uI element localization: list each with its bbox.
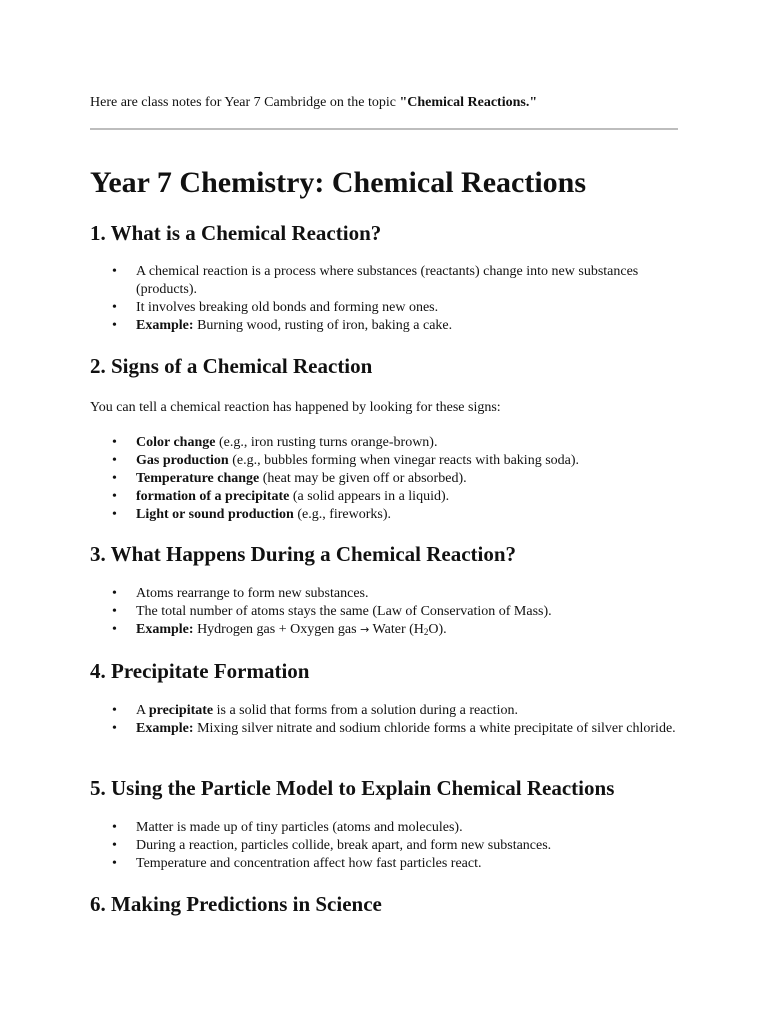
list-item [90, 603, 680, 621]
list-item-text: (e.g., bubbles forming when vinegar reacts with baking soda). [228, 453, 580, 468]
section-heading: 2. Signs of a Chemical Reaction [90, 354, 373, 378]
intro-text: Here are class notes for Year 7 Cambridge on the topic [90, 95, 400, 110]
list-item [90, 506, 680, 524]
list-item [90, 434, 680, 452]
list-item [90, 263, 680, 299]
section-precipitate [90, 658, 680, 738]
list-item-label: Light or sound production [136, 507, 294, 522]
list-item-label: Example: [136, 622, 194, 637]
bullet-list [90, 585, 680, 639]
list-item-label: Color change [136, 435, 216, 450]
bullet-list [90, 702, 680, 738]
section-heading: 6. Making Predictions in Science [90, 892, 382, 916]
list-item [90, 470, 680, 488]
section-particle-model [90, 775, 680, 873]
section-heading: 5. Using the Particle Model to Explain Chemical Reactions [90, 776, 615, 800]
list-item-text: Water (H [369, 622, 424, 637]
arrow-icon: → [360, 623, 370, 636]
list-item [90, 299, 680, 317]
list-item-text: During a reaction, particles collide, break apart, and form new substances. [136, 838, 552, 853]
list-item-text: Temperature and concentration affect how fast particles react. [136, 856, 482, 871]
bullet-list [90, 434, 680, 524]
list-item-text: Mixing silver nitrate and sodium chloride forms a white precipitate of silver chloride. [193, 721, 676, 736]
list-item-text: (a solid appears in a liquid). [289, 489, 450, 504]
list-item-text: Burning wood, rusting of iron, baking a cake. [193, 318, 453, 333]
list-item-text: Hydrogen gas + Oxygen gas [193, 622, 361, 637]
list-item-text: The total number of atoms stays the same (Law of Conservation of Mass). [136, 604, 552, 619]
intro-line [90, 94, 537, 112]
list-item-text: Atoms rearrange to form new substances. [136, 586, 369, 601]
section-what-happens [90, 541, 680, 639]
list-item-label: Gas production [136, 453, 229, 468]
section-heading: 3. What Happens During a Chemical Reaction? [90, 542, 517, 566]
intro-topic: "Chemical Reactions." [399, 95, 538, 110]
list-item-text: (e.g., fireworks). [293, 507, 392, 522]
list-item [90, 720, 680, 738]
list-item [90, 702, 680, 720]
list-item-label: Example: [136, 721, 194, 736]
section-heading: 1. What is a Chemical Reaction? [90, 221, 382, 245]
list-item-text: A chemical reaction is a process where substances (reactants) change into new substances (products). [136, 264, 639, 297]
list-item-text: is a solid that forms from a solution during a reaction. [213, 703, 518, 718]
section-what-is-reaction [90, 220, 680, 335]
section-predictions [90, 891, 680, 917]
list-item-label: Example: [136, 318, 194, 333]
list-item-text: A [136, 703, 149, 718]
list-item-text: It involves breaking old bonds and forming new ones. [136, 300, 439, 315]
list-item-text: (heat may be given off or absorbed). [259, 471, 467, 486]
list-item-text: Matter is made up of tiny particles (atoms and molecules). [136, 820, 463, 835]
list-item [90, 855, 680, 873]
list-item [90, 452, 680, 470]
section-heading: 4. Precipitate Formation [90, 659, 310, 683]
list-item-label: Temperature change [136, 471, 260, 486]
list-item [90, 819, 680, 837]
subscript: 2 [423, 627, 429, 637]
list-item-label: precipitate [148, 703, 214, 718]
section-signs [90, 353, 680, 524]
list-item-label: formation of a precipitate [136, 489, 290, 504]
section-paragraph: You can tell a chemical reaction has happened by looking for these signs: [90, 400, 501, 415]
list-item [90, 837, 680, 855]
horizontal-divider [90, 128, 678, 130]
list-item-text: O). [428, 622, 447, 637]
list-item [90, 317, 680, 335]
list-item [90, 488, 680, 506]
bullet-list [90, 263, 680, 335]
list-item [90, 585, 680, 603]
bullet-list [90, 819, 680, 873]
list-item [90, 621, 680, 639]
list-item-text: (e.g., iron rusting turns orange-brown). [215, 435, 438, 450]
page-title: Year 7 Chemistry: Chemical Reactions [90, 166, 587, 199]
